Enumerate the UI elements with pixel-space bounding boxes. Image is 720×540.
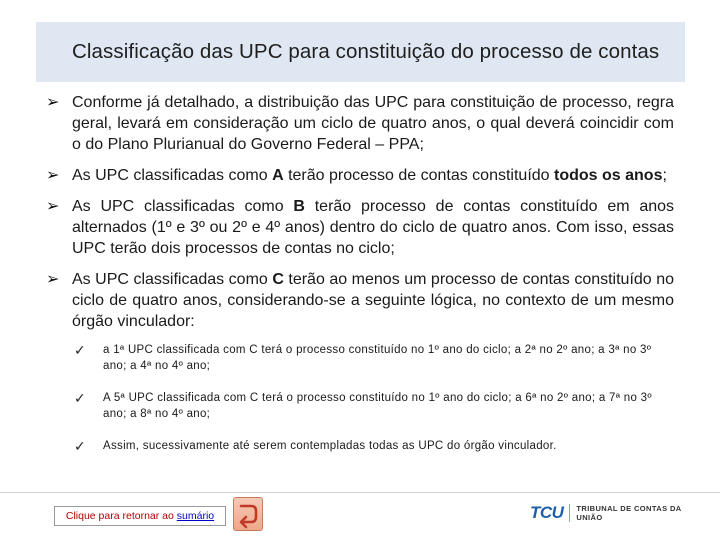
sub-item-2	[72, 390, 674, 422]
bullet-item-3	[46, 196, 674, 259]
bullet-text: As UPC classificadas como C terão ao menos um processo de contas constituído no ciclo de quatro anos, considerando-se a seguinte lógica, no contexto de um mesmo órgão vinculador:	[72, 271, 674, 330]
sub-item-text: A 5ª UPC classificada com C terá o processo constituído no 1º ano do ciclo; a 6ª no 2º ano; a 7ª no 3º ano; a 8ª no 4º ano;	[103, 392, 652, 420]
arrow-bullet-icon: ➢	[46, 167, 60, 184]
bullet-item-1	[46, 92, 674, 155]
checkmark-icon: ✓	[74, 390, 86, 406]
bullet-text: As UPC classificadas como A terão processo de contas constituído todos os anos;	[72, 167, 667, 184]
bullet-item-4	[46, 269, 674, 332]
title-bar	[36, 22, 685, 82]
slide-title: Classificação das UPC para constituição do processo de contas	[72, 40, 660, 63]
bullet-text: Conforme já detalhado, a distribuição das UPC para constituição de processo, regra geral, levará em consideração um ciclo de quatro anos, o qual deverá coincidir com o do Plano Plurianual do Governo Federal – PPA;	[72, 94, 674, 153]
checkmark-icon: ✓	[74, 438, 86, 454]
logo-mark: TCU	[530, 503, 564, 522]
return-button[interactable]	[233, 497, 263, 531]
emphasis-every-year: todos os anos	[554, 167, 663, 184]
class-c-label: C	[272, 271, 284, 288]
class-a-label: A	[272, 167, 284, 184]
sub-item-1	[72, 342, 674, 374]
summary-link[interactable]: sumário	[176, 510, 215, 522]
arrow-bullet-icon: ➢	[46, 94, 60, 111]
bullet-text: As UPC classificadas como B terão processo de contas constituído em anos alternados (1º e 3º ou 2º e 4º anos) dentro do ciclo de quatro anos. Com isso, essas UPC terão dois processos de contas no ciclo;	[72, 198, 675, 257]
class-b-label: B	[293, 198, 305, 215]
slide-content	[46, 92, 674, 470]
tcu-logo	[530, 501, 702, 525]
arrow-bullet-icon: ➢	[46, 198, 60, 215]
sub-item-text: Assim, sucessivamente até serem contempladas todas as UPC do órgão vinculador.	[103, 440, 557, 452]
sub-item-text: a 1ª UPC classificada com C terá o processo constituído no 1º ano do ciclo; a 2ª no 2º ano; a 3ª no 3º ano; a 4ª no 4º ano;	[103, 344, 652, 372]
sub-item-3	[72, 438, 674, 454]
logo-name: TRIBUNAL DE CONTAS DA UNIÃO	[576, 504, 682, 522]
return-link-text: Clique para retornar ao	[65, 510, 177, 522]
return-arrow-icon	[234, 498, 262, 530]
logo-separator	[569, 504, 570, 522]
arrow-bullet-icon: ➢	[46, 271, 60, 288]
checkmark-icon: ✓	[74, 342, 86, 358]
return-to-summary-link[interactable]	[54, 506, 226, 526]
footer-divider	[0, 492, 720, 493]
bullet-item-2	[46, 165, 674, 186]
